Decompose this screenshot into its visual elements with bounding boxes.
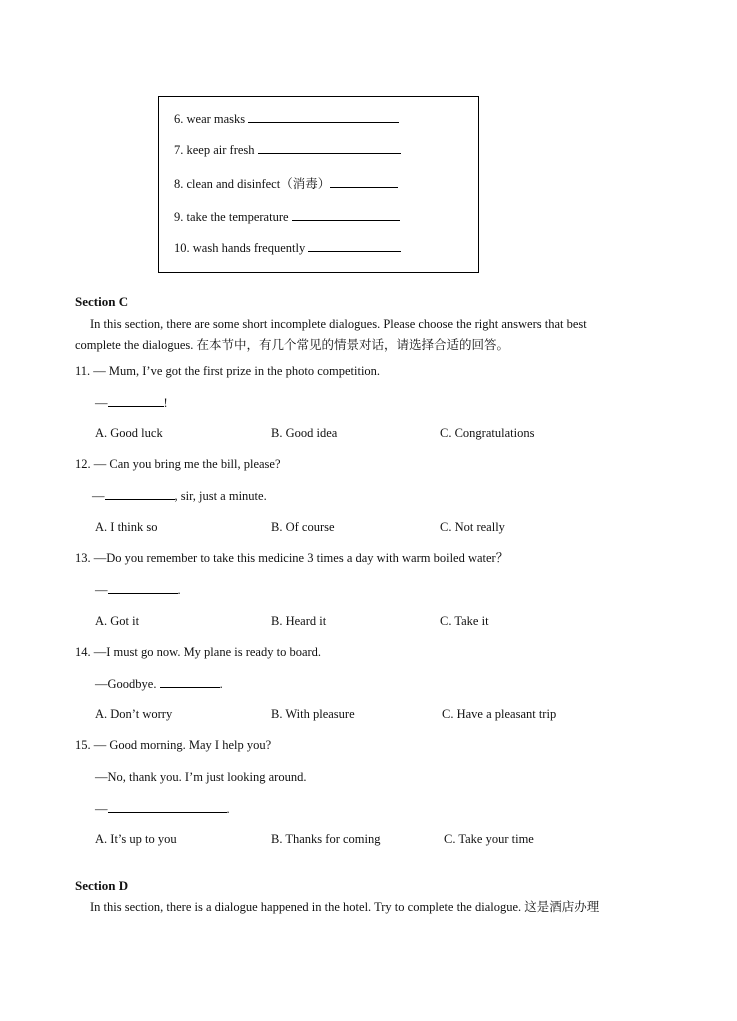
section-d-title: Section D [75,878,129,893]
question-12: 12. — Can you bring me the bill, please? [75,457,281,471]
option-15-a[interactable]: A. It’s up to you [95,832,177,846]
option-12-b[interactable]: B. Of course [271,520,335,534]
question-14: 14. —I must go now. My plane is ready to board. [75,645,322,659]
answer-blank[interactable] [258,141,401,154]
option-13-c[interactable]: C. Take it [440,614,489,628]
option-12-a[interactable]: A. I think so [95,520,158,534]
answer-blank[interactable] [292,208,400,221]
box-item-6: 6. wear masks [174,110,399,127]
option-14-b[interactable]: B. With pleasure [271,707,355,721]
box-item-7: 7. keep air fresh [174,141,401,158]
option-15-c[interactable]: C. Take your time [444,832,534,846]
section-c-title: Section C [75,294,129,309]
answer-line-12: — , sir, just a minute. [92,489,267,503]
answer-blank[interactable] [108,800,227,813]
section-d-intro-line1: In this section, there is a dialogue happened in the hotel. Try to complete the dialogue. 这是酒店办理 [90,900,600,914]
option-13-a[interactable]: A. Got it [95,614,140,628]
option-11-b[interactable]: B. Good idea [271,426,338,440]
answer-blank[interactable] [105,487,175,500]
answer-line-15: — . [95,802,230,816]
question-15: 15. — Good morning. May I help you? [75,738,272,752]
answer-blank[interactable] [160,675,220,688]
answer-blank[interactable] [248,110,399,123]
question-11: 11. — Mum, I’ve got the first prize in the photo competition. [75,364,381,378]
option-14-a[interactable]: A. Don’t worry [95,707,173,721]
option-13-b[interactable]: B. Heard it [271,614,327,628]
section-c-intro-line1: In this section, there are some short incomplete dialogues. Please choose the right answers that best [90,317,587,331]
option-11-c[interactable]: C. Congratulations [440,426,535,440]
answer-blank[interactable] [108,394,164,407]
box-item-8: 8. clean and disinfect（消毒） [174,175,398,192]
answer-line-13: — . [95,583,181,597]
answer-line-11: — ! [95,396,168,410]
answer-line-14: —Goodbye. . [95,677,223,691]
answer-blank[interactable] [108,581,178,594]
option-15-b[interactable]: B. Thanks for coming [271,832,381,846]
option-12-c[interactable]: C. Not really [440,520,505,534]
answer-blank[interactable] [330,175,398,188]
question-13: 13. —Do you remember to take this medicine 3 times a day with warm boiled water？ [75,551,509,565]
option-14-c[interactable]: C. Have a pleasant trip [442,707,557,721]
option-11-a[interactable]: A. Good luck [95,426,163,440]
box-item-9: 9. take the temperature [174,208,400,225]
box-item-10: 10. wash hands frequently [174,239,401,256]
reply-15: —No, thank you. I’m just looking around. [95,770,307,784]
section-c-intro-line2: complete the dialogues. 在本节中，有几个常见的情景对话，请选择合适的回答。 [75,338,509,352]
answer-blank[interactable] [308,239,401,252]
